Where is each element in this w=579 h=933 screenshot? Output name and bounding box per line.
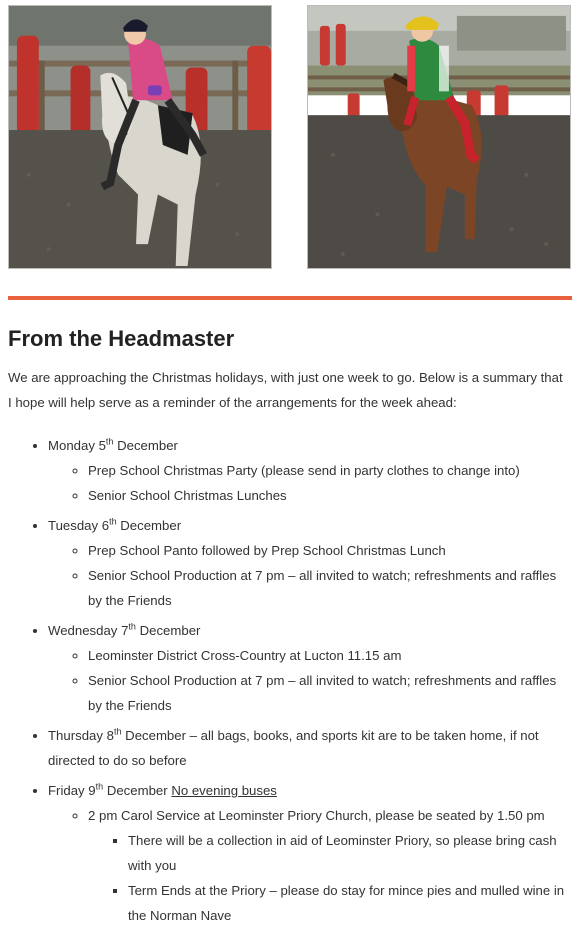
day-item bbox=[48, 618, 572, 718]
day-item bbox=[48, 513, 572, 613]
day-label: Friday 9 bbox=[48, 783, 96, 798]
day-events-list bbox=[48, 458, 572, 508]
event-text: Leominster District Cross-Country at Lucton 11.15 am bbox=[88, 648, 402, 663]
event-text: Senior School Christmas Lunches bbox=[88, 488, 287, 503]
event-item bbox=[88, 668, 572, 718]
day-ordinal-suffix: th bbox=[113, 726, 122, 737]
day-label-rest: December bbox=[103, 783, 172, 798]
day-label-rest: December bbox=[135, 623, 201, 638]
day-label-rest: December – all bags, books, and sports kit are to be taken home, if not directed to do so before bbox=[48, 728, 539, 768]
event-item bbox=[88, 538, 572, 563]
week-schedule-list bbox=[8, 433, 572, 933]
pony-photo-left bbox=[8, 5, 272, 269]
child-on-white-pony-image bbox=[9, 6, 271, 268]
day-ordinal-suffix: th bbox=[105, 436, 114, 447]
event-text: Senior School Production at 7 pm – all invited to watch; refreshments and raffles by the Friends bbox=[88, 673, 557, 713]
event-item bbox=[88, 643, 572, 668]
event-item bbox=[88, 803, 572, 928]
event-item bbox=[88, 483, 572, 508]
event-item bbox=[88, 458, 572, 483]
day-events-list bbox=[48, 803, 572, 928]
event-text: Prep School Panto followed by Prep School Christmas Lunch bbox=[88, 543, 446, 558]
day-events-list bbox=[48, 643, 572, 718]
intro-paragraph: We are approaching the Christmas holidays, with just one week to go. Below is a summary that I hope will help serve as a reminder of the arrangements for the week ahead: bbox=[8, 370, 563, 410]
day-ordinal-suffix: th bbox=[95, 781, 104, 792]
event-detail-list bbox=[88, 828, 572, 928]
day-label-rest: December bbox=[113, 438, 178, 453]
day-note-underlined: No evening buses bbox=[171, 783, 277, 798]
event-text: 2 pm Carol Service at Leominster Priory Church, please be seated by 1.50 pm bbox=[88, 808, 545, 823]
section-heading: From the Headmaster bbox=[8, 326, 235, 351]
day-label: Wednesday 7 bbox=[48, 623, 129, 638]
day-item bbox=[48, 433, 572, 508]
section-divider bbox=[8, 296, 572, 300]
event-detail-item: ▪ Term Ends at the Priory – please do stay for mince pies and mulled wine in the Norman Nave bbox=[128, 878, 572, 928]
pony-photo-right bbox=[307, 5, 571, 269]
photo-row bbox=[8, 5, 571, 269]
elf-child-on-brown-pony-image bbox=[308, 6, 570, 268]
day-label: Tuesday 6 bbox=[48, 518, 110, 533]
event-item bbox=[88, 563, 572, 613]
day-item bbox=[48, 778, 572, 928]
day-label: Monday 5 bbox=[48, 438, 106, 453]
event-detail-item: ▪ There will be a collection in aid of Leominster Priory, so please bring cash with you bbox=[128, 828, 572, 878]
day-events-list bbox=[48, 538, 572, 613]
day-ordinal-suffix: th bbox=[128, 621, 136, 632]
day-label-rest: December bbox=[116, 518, 182, 533]
event-text: Prep School Christmas Party (please send in party clothes to change into) bbox=[88, 463, 520, 478]
day-ordinal-suffix: th bbox=[109, 516, 117, 527]
event-text: Senior School Production at 7 pm – all invited to watch; refreshments and raffles by the Friends bbox=[88, 568, 557, 608]
day-item bbox=[48, 723, 572, 773]
day-label: Thursday 8 bbox=[48, 728, 114, 743]
